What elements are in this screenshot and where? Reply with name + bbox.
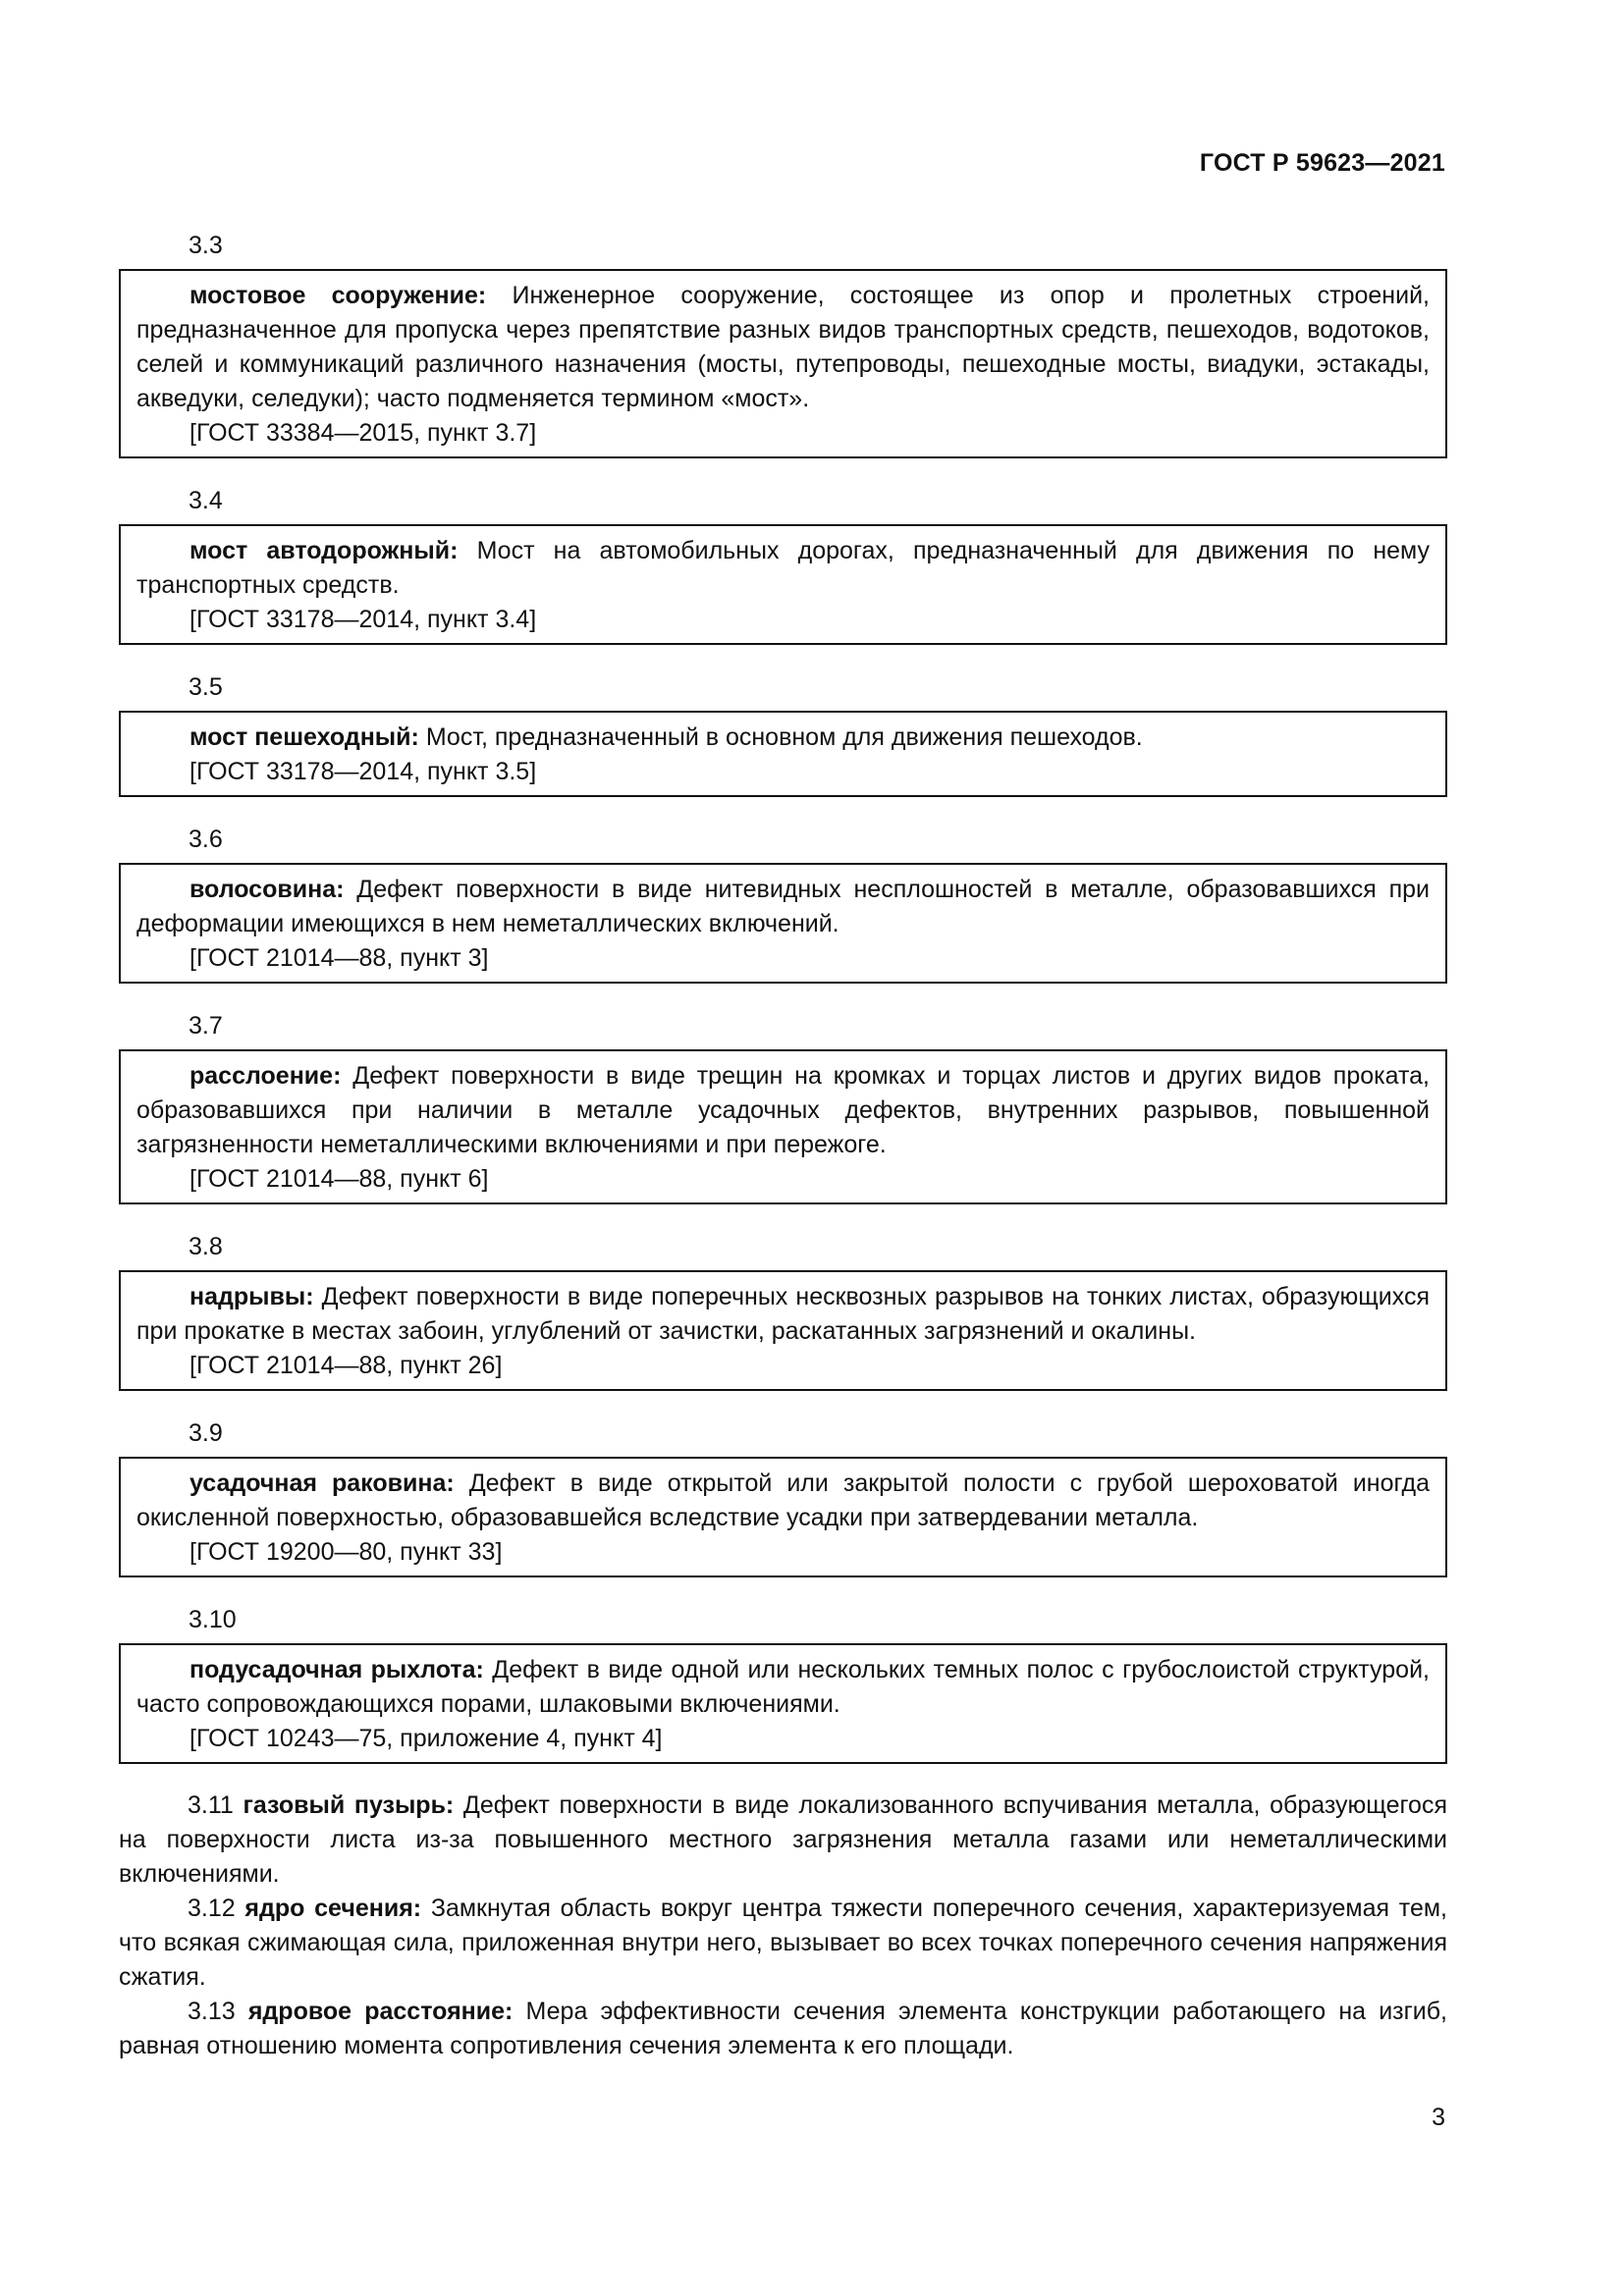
term-name: волосовина: — [189, 876, 345, 903]
definition-box — [119, 1457, 1447, 1577]
term-entry — [119, 1229, 1447, 1391]
term-entry — [119, 822, 1447, 984]
definition-box — [119, 524, 1447, 645]
entry-number: 3.5 — [189, 673, 223, 701]
term-name: ядро сечения: — [244, 1895, 422, 1922]
term-definition: Дефект в виде открытой или закрытой полости с грубой шероховатой иногда окисленной поверхностью, образовавшейся вследствие усадки при затвердевании металла. — [136, 1469, 1430, 1531]
term-name: усадочная раковина: — [189, 1469, 455, 1497]
definition-box — [119, 1270, 1447, 1391]
term-definition: Дефект поверхности в виде нитевидных несплошностей в металле, образовавшихся при деформации имеющихся в нем неметаллических включений. — [136, 876, 1430, 937]
term-entry — [119, 1008, 1447, 1204]
definition-box — [119, 863, 1447, 984]
term-name: мост пешеходный: — [189, 723, 419, 751]
term-paragraph — [119, 1789, 1447, 1892]
term-name: подусадочная рыхлота: — [189, 1656, 484, 1683]
term-name: мостовое сооружение: — [189, 282, 487, 309]
page-content — [119, 228, 1447, 2063]
term-name: ядровое расстояние: — [247, 1998, 514, 2025]
term-definition: Инженерное сооружение, состоящее из опор и пролетных строений, предназначенное для пропуска через препятствие разных видов транспортных средств, пешеходов, водотоков, селей и коммуникаций различного назначения (мосты, путепроводы, пешеходные мосты, виадуки, эстакады, акведуки, селедуки); часто подменяется термином «мост». — [136, 282, 1430, 412]
term-definition: Мера эффективности сечения элемента конструкции работающего на изгиб, равная отношению момента сопротивления сечения элемента к его площади. — [119, 1998, 1447, 2059]
term-definition: Дефект поверхности в виде поперечных несквозных разрывов на тонких листах, образующихся при прокатке в местах забоин, углублений от зачистки, раскатанных загрязнений и окалины. — [136, 1283, 1431, 1345]
term-definition: Дефект поверхности в виде трещин на кромках и торцах листов и других видов проката, образовавшихся при наличии в металле усадочных дефектов, внутренних разрывов, повышенной загрязненности неметаллическими включениями и при пережоге. — [136, 1062, 1430, 1158]
definition-box — [119, 1643, 1447, 1764]
entry-number: 3.6 — [189, 826, 223, 853]
page-number: 3 — [1432, 2104, 1445, 2131]
term-name: расслоение: — [189, 1062, 342, 1090]
term-definition: Мост, предназначенный в основном для движения пешеходов. — [425, 723, 1143, 751]
term-source: [ГОСТ 10243—75, приложение 4, пункт 4] — [189, 1725, 663, 1752]
entry-number: 3.10 — [189, 1606, 237, 1633]
entry-number: 3.4 — [189, 487, 223, 514]
term-source: [ГОСТ 33178—2014, пункт 3.4] — [189, 606, 537, 633]
paragraph-number: 3.13 — [188, 1998, 236, 2025]
definition-box — [119, 269, 1447, 458]
term-source: [ГОСТ 21014—88, пункт 3] — [189, 944, 489, 972]
paragraph-number: 3.11 — [188, 1791, 234, 1819]
entry-number: 3.7 — [189, 1012, 223, 1040]
document-code: ГОСТ Р 59623—2021 — [1199, 149, 1445, 177]
term-source: [ГОСТ 21014—88, пункт 26] — [189, 1352, 503, 1379]
entry-number: 3.9 — [189, 1419, 223, 1447]
entry-number: 3.8 — [189, 1233, 223, 1260]
term-source: [ГОСТ 19200—80, пункт 33] — [189, 1538, 503, 1566]
term-definition: Замкнутая область вокруг центра тяжести поперечного сечения, характеризуемая тем, что всякая сжимающая сила, приложенная внутри него, вызывает во всех точках поперечного сечения напряжения сжатия. — [119, 1895, 1447, 1991]
definition-box — [119, 711, 1447, 797]
definition-box — [119, 1049, 1447, 1204]
term-entry — [119, 669, 1447, 797]
term-source: [ГОСТ 33384—2015, пункт 3.7] — [189, 419, 537, 447]
term-name: мост автодорожный: — [189, 537, 459, 564]
term-entry — [119, 1602, 1447, 1764]
term-paragraph — [119, 1892, 1447, 1995]
paragraph-number: 3.12 — [188, 1895, 236, 1922]
term-entry — [119, 483, 1447, 645]
term-source: [ГОСТ 21014—88, пункт 6] — [189, 1165, 489, 1193]
term-definition: Дефект поверхности в виде локализованного вспучивания металла, образующегося на поверхности листа из-за повышенного местного загрязнения металла газами или неметаллическими включениями. — [119, 1791, 1447, 1888]
term-name: газовый пузырь: — [243, 1791, 455, 1819]
entry-number: 3.3 — [189, 232, 223, 259]
term-name: надрывы: — [189, 1283, 314, 1310]
term-definition: Мост на автомобильных дорогах, предназначенный для движения по нему транспортных средств. — [136, 537, 1431, 599]
term-entry — [119, 228, 1447, 458]
term-source: [ГОСТ 33178—2014, пункт 3.5] — [189, 758, 537, 785]
term-definition: Дефект в виде одной или нескольких темных полос с грубослоистой структурой, часто сопровождающихся порами, шлаковыми включениями. — [136, 1656, 1430, 1718]
term-entry — [119, 1415, 1447, 1577]
term-paragraph — [119, 1995, 1447, 2063]
